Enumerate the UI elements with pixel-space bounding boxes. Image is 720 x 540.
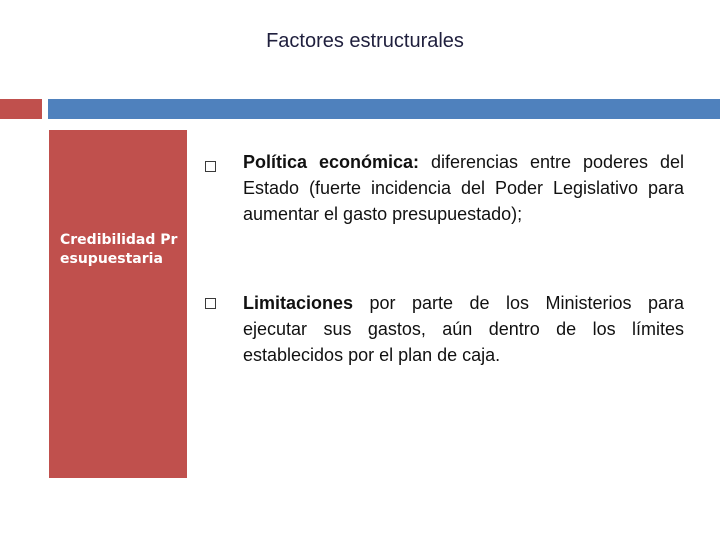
side-panel: [49, 130, 187, 478]
list-item: [243, 290, 684, 368]
header-accent-red-bar: [0, 99, 42, 119]
slide-title: Factores estructurales: [266, 30, 464, 52]
square-bullet-icon: [205, 298, 216, 309]
header-accent-blue-bar: [48, 99, 720, 119]
list-item-lead: Política económica:: [243, 152, 420, 172]
list-item: [243, 149, 684, 227]
side-label: Credibilidad Presupuestaria: [60, 232, 178, 267]
square-bullet-icon: [205, 161, 216, 172]
list-item-text: diferencias entre poderes del Estado (fuerte incidencia del Poder Legislativo para aumentar el gasto presupuestado);: [243, 152, 684, 224]
list-item-text: por parte de los Ministerios para ejecutar sus gastos, aún dentro de los límites establecidos por el plan de caja.: [243, 293, 684, 365]
list-item-lead: Limitaciones: [243, 293, 354, 313]
